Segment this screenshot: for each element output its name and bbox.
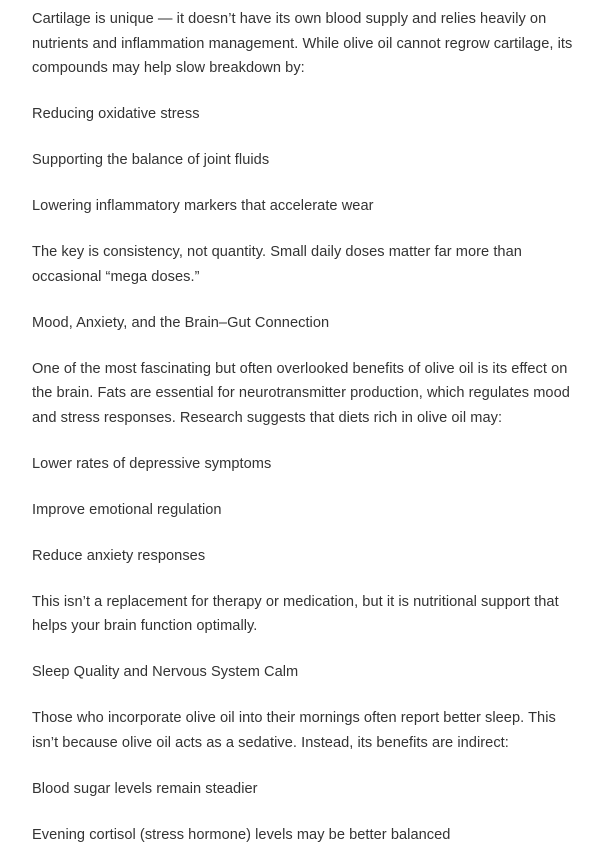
- list-item-oxidative-stress: Reducing oxidative stress: [32, 106, 200, 122]
- paragraph-therapy-note: This isn’t a replacement for therapy or medication, but it is nutritional support that helps your brain function optimally.: [32, 593, 559, 634]
- paragraph-sleep-intro: Those who incorporate olive oil into their mornings often report better sleep. This isn’t because olive oil acts as a sedative. Instead, its benefits are indirect:: [32, 710, 556, 751]
- list-item-inflammatory-markers: Lowering inflammatory markers that accelerate wear: [32, 198, 374, 214]
- list-item-blood-sugar: Blood sugar levels remain steadier: [32, 780, 258, 797]
- list-item-joint-fluids: Supporting the balance of joint fluids: [32, 152, 270, 168]
- paragraph-cartilage-intro: Cartilage is unique — it doesn’t have its own blood supply and relies heavily on nutrients and inflammation management. While olive oil cannot regrow cartilage, its compounds may help slow breakdown by:: [32, 11, 573, 76]
- paragraph-brain-intro: One of the most fascinating but often overlooked benefits of olive oil is its effect on the brain. Fats are essential for neurotransmitter production, which regulates mood and stress responses. Research suggests that diets rich in olive oil may:: [32, 360, 570, 426]
- list-item-anxiety-responses: Reduce anxiety responses: [32, 547, 206, 564]
- section-heading-sleep: Sleep Quality and Nervous System Calm: [32, 664, 299, 680]
- list-item-emotional-regulation: Improve emotional regulation: [32, 501, 222, 518]
- section-heading-mood: Mood, Anxiety, and the Brain–Gut Connection: [32, 314, 330, 331]
- list-item-depressive-symptoms: Lower rates of depressive symptoms: [32, 455, 272, 472]
- paragraph-consistency: The key is consistency, not quantity. Small daily doses matter far more than occasional “mega doses.”: [32, 244, 522, 285]
- list-item-cortisol: Evening cortisol (stress hormone) levels may be better balanced: [32, 826, 451, 843]
